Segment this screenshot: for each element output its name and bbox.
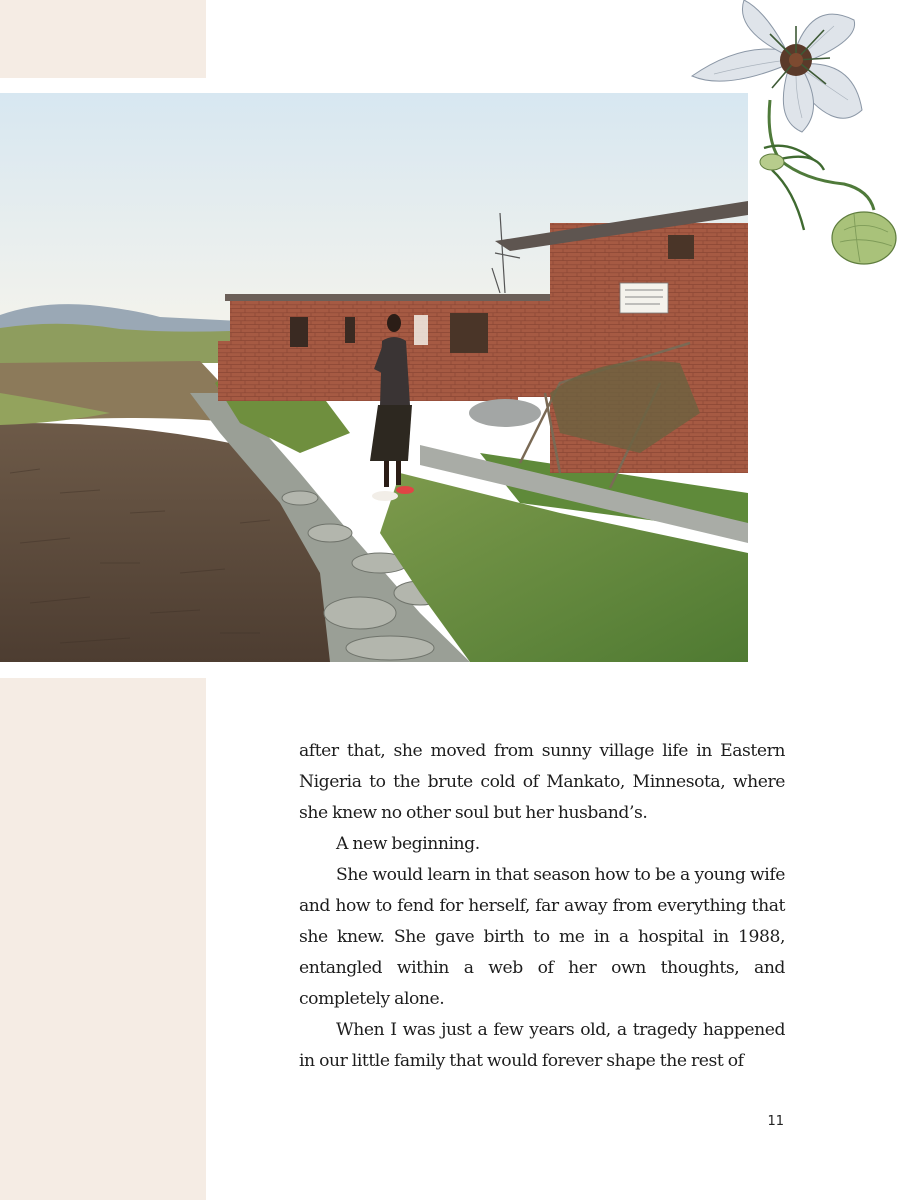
paragraph-4: When I was just a few years old, a tragedy happened in our little family that would forever shape the rest of	[299, 1020, 785, 1071]
botanical-flower-illustration	[684, 0, 899, 270]
decorative-bar-bottom	[0, 678, 206, 1200]
village-photo	[0, 93, 748, 662]
paragraph-1: after that, she moved from sunny village life in Eastern Nigeria to the brute cold of Mankato, Minnesota, where she knew no other soul but her husband’s.	[299, 741, 785, 823]
paragraph-3: She would learn in that season how to be a young wife and how to fend for herself, far away from everything that she knew. She gave birth to me in a hospital in 1988, entangled within a web of her own thoughts, and completely alone.	[299, 865, 785, 1009]
paragraph-2: A new beginning.	[336, 834, 480, 854]
body-text	[299, 736, 785, 1077]
decorative-bar-top	[0, 0, 206, 78]
page-number: 11	[767, 1114, 784, 1129]
